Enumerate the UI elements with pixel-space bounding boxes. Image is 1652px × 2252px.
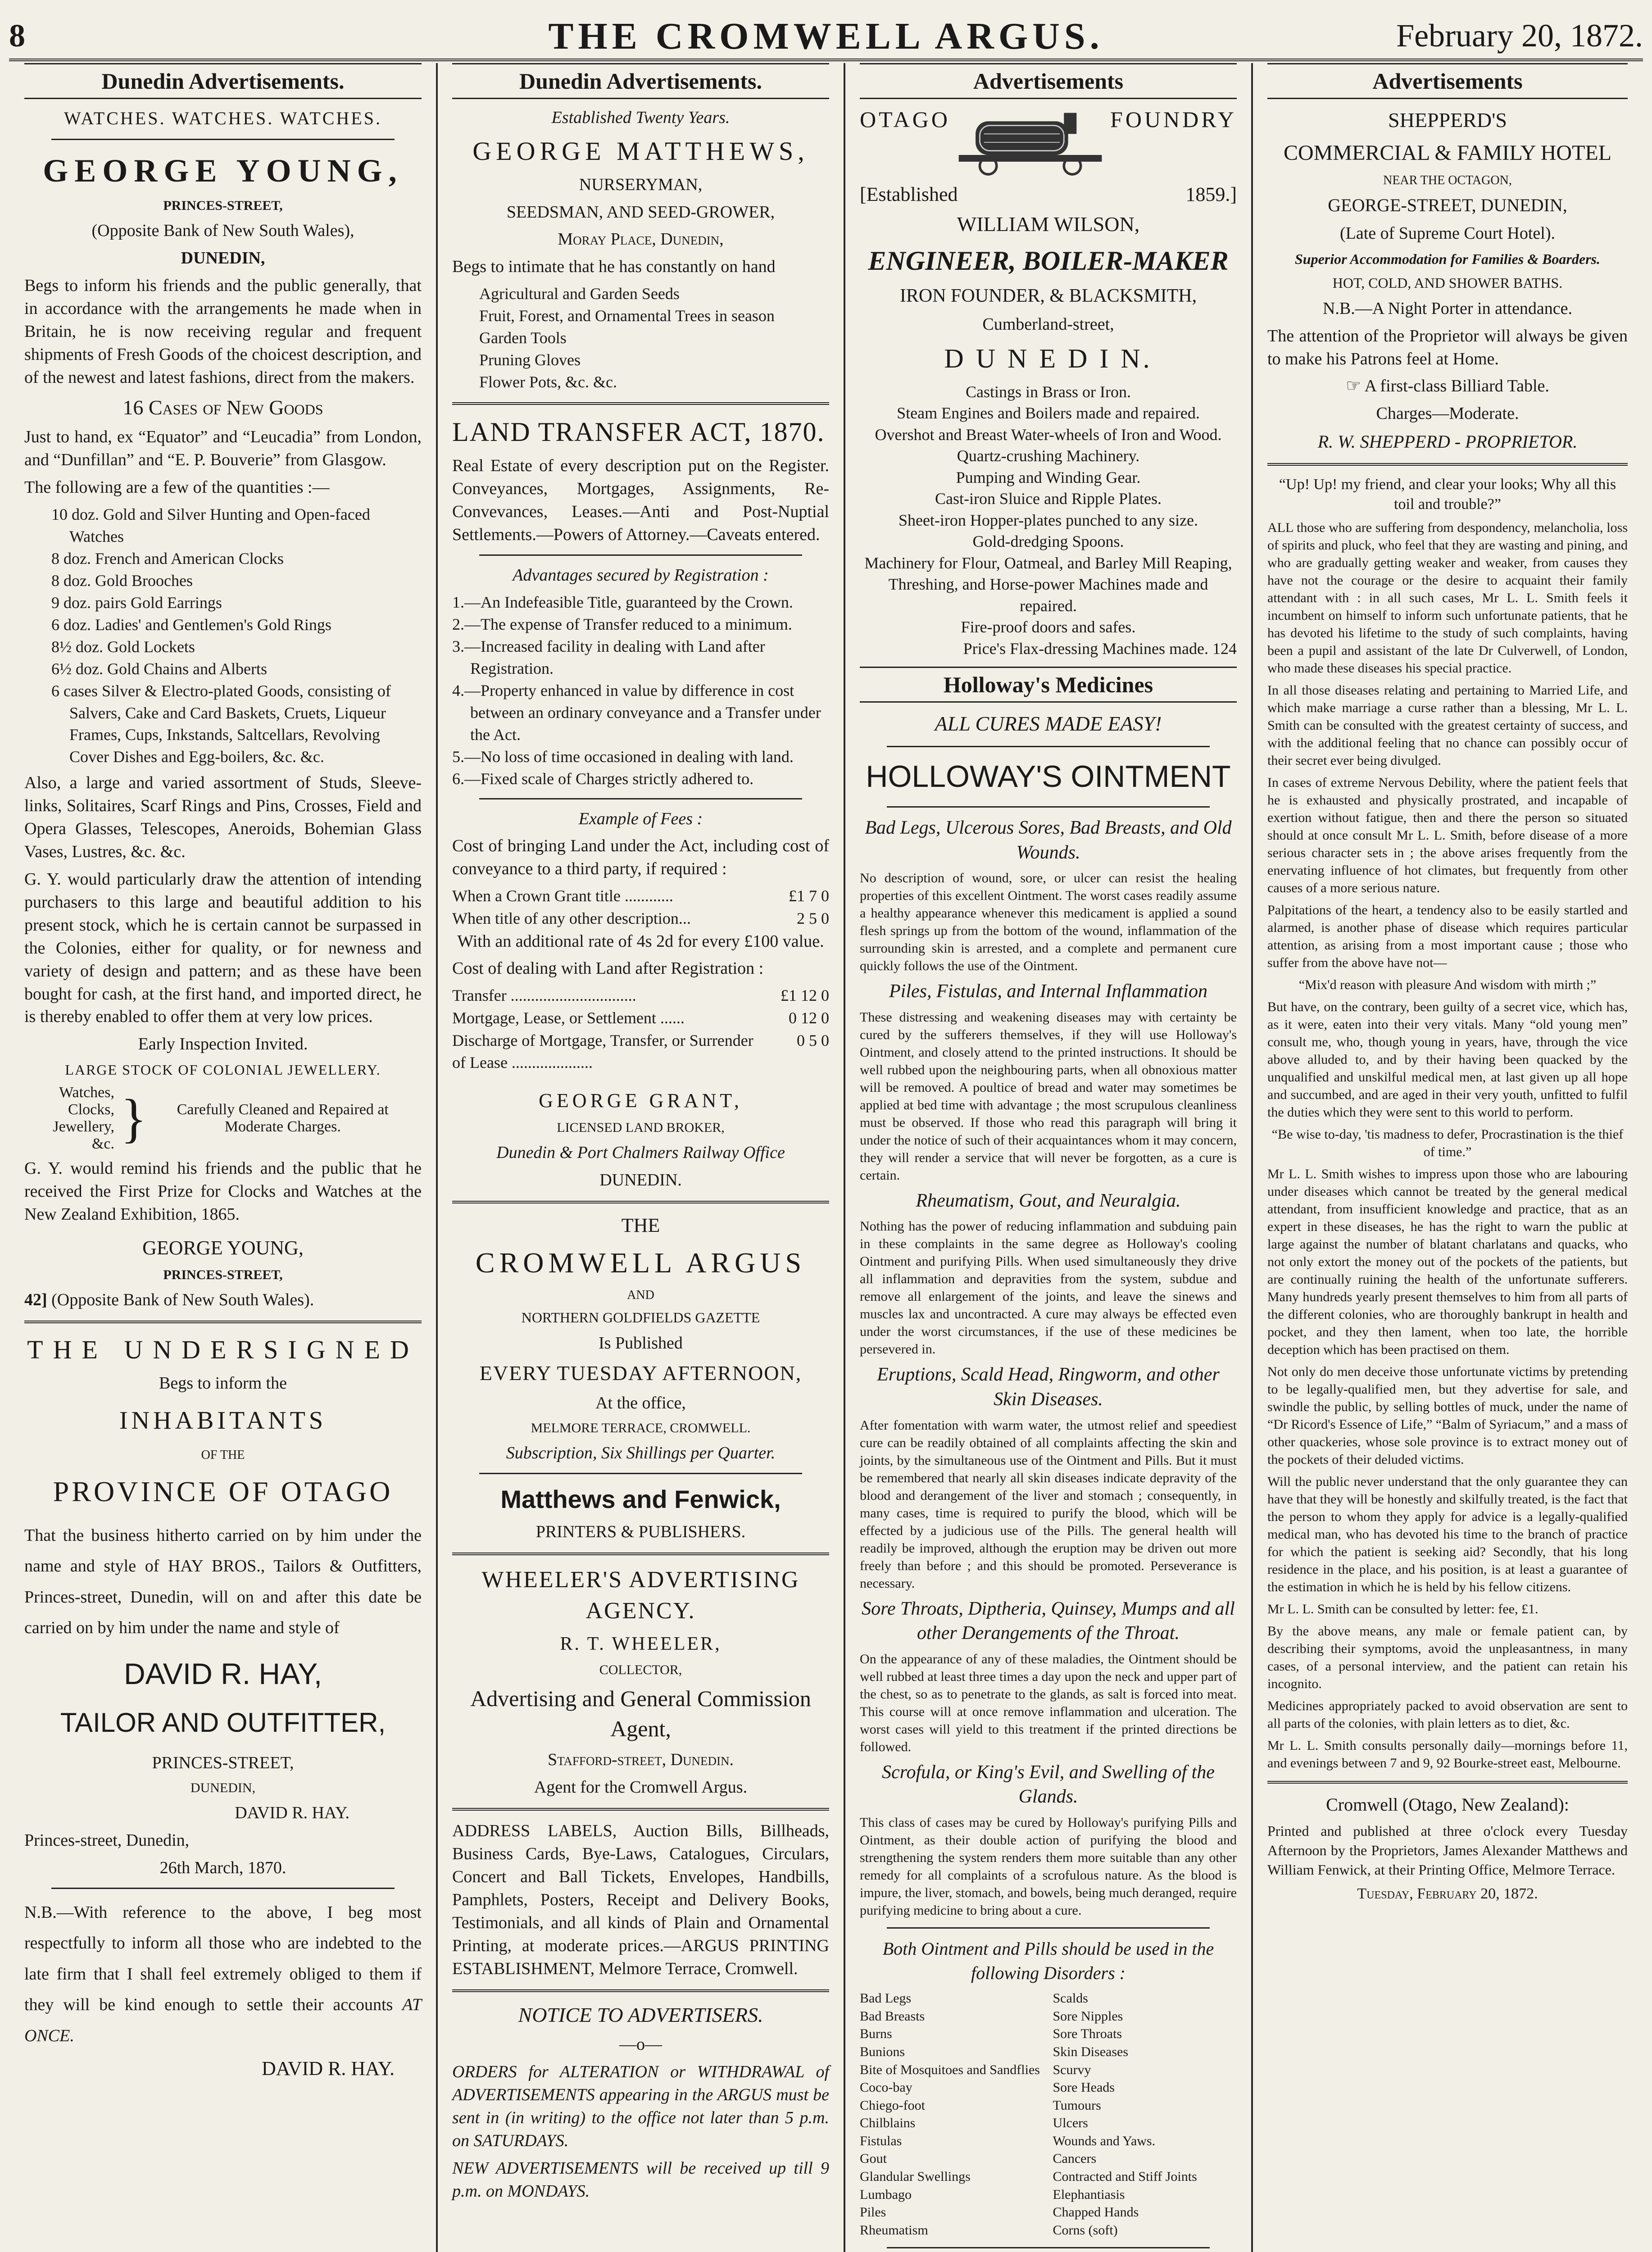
list-item: Castings in Brass or Iron.: [966, 382, 1131, 401]
argus-office: At the office,: [595, 1393, 686, 1412]
advert-paragraph: Will the public never understand that the only guarantee they can have that they will be honestly and skilfully treated, is the fact that the person to whom they apply for advice is a legally-qualified medical man, who has devoted his time to the branch of practice for which the patient is seeking aid? Secondly, that his long residence in the place, and his position, is at least a guarantee of the estimation in which he is held by his fellow citizens.: [1267, 1474, 1628, 1595]
fees-intro: Cost of bringing Land under the Act, including cost of conveyance to a third party, if required :: [452, 836, 829, 879]
list-item: 3.—Increased facility in dealing with Land after Registration.: [452, 637, 765, 677]
divider: [1267, 1781, 1628, 1784]
divider: [479, 1473, 802, 1474]
argus-day: EVERY TUESDAY AFTERNOON,: [479, 1362, 802, 1385]
matthews-name: GEORGE MATTHEWS,: [472, 136, 809, 166]
signature-address: [24, 1289, 422, 1312]
holloway-heading: Holloway's Medicines: [860, 667, 1237, 703]
list-item: Elephantiasis: [1053, 2187, 1125, 2202]
foundry-owner: WILLIAM WILSON,: [957, 213, 1140, 236]
divider: [24, 1321, 422, 1323]
hay-date: 26th March, 1870.: [159, 1858, 286, 1878]
list-item: Quartz-crushing Machinery.: [957, 447, 1140, 465]
goods-list: [24, 504, 422, 768]
newspaper-title: THE CROMWELL ARGUS.: [548, 15, 1104, 57]
section-body: This class of cases may be cured by Holloway's purifying Pills and Ointment, as their double action of purifying the blood and strengthening the system renders them more suitable than any other remedy for all complaints of a scrofulous nature. As the blood is impure, the liver, stomach, and bowels, being much deranged, require purifying medicine to bring about a cure.: [860, 1815, 1237, 1918]
signature-street: PRINCES-STREET,: [163, 1267, 283, 1282]
list-item: 6.—Fixed scale of Charges strictly adhered to.: [452, 769, 754, 788]
labels-advert: ADDRESS LABELS, Auction Bills, Billheads, Business Cards, Bye-Laws, Catalogues, Circulars, Concert and Ball Tickets, Envelopes, Handbills, Pamphlets, Posters, Receipt and Delivery Books, Testimonials, and all kinds of Plain and Ornamental Printing, at moderate prices.—ARGUS PRINTING ESTABLISHMENT, Melmore Terrace, Cromwell.: [452, 1821, 829, 1978]
repair-service: Carefully Cleaned and Repaired at Moderate Charges.: [177, 1101, 389, 1135]
list-item: 6½ doz. Gold Chains and Alberts: [51, 659, 267, 678]
issue-date: February 20, 1872.: [1396, 18, 1643, 54]
matthews-place: Moray Place, Dunedin,: [558, 230, 724, 249]
advert-paragraph: But have, on the contrary, been guilty of a secret vice, which has, as it were, eaten into their very vitals. Many “old young men” consult me, who, though young in years, have, through the vice above alluded to, and by their having been quacked by the unqualified and unskilful medical men, at last given up all hope and succumbed, and are aged in their very youth, unfitted to fulfil the duties which they were sent to this world to perform.: [1267, 999, 1628, 1120]
list-item: Chapped Hands: [1053, 2205, 1139, 2220]
advert-paragraph: Not only do men deceive those unfortunate victims by pretending to be legally-qualified men, but they advertise for sale, and swindle the public, by selling bottles of muck, under the name of “Dr Ricord's Essence of Life,” “Balm of Syriacum,” and a mass of other quackeries, whose sole province is to extract money out of the pockets of their deluded victims.: [1267, 1364, 1628, 1467]
list-item: Chilblains: [860, 2116, 916, 2131]
grant-name: GEORGE GRANT,: [539, 1090, 743, 1112]
disorders-right: [1053, 1989, 1237, 2239]
list-item: Gold-dredging Spoons.: [972, 532, 1124, 551]
hotel-baths: HOT, COLD, AND SHOWER BATHS.: [1332, 274, 1563, 291]
section-body: No description of wound, sore, or ulcer can resist the healing properties of this excellent Ointment. The worst cases readily assume a healthy appearance whenever this medicament is applied a sound flesh springs up from the bottom of the wound, inflammation of the surrounding skin is arrested, and a complete and permanent cure quickly follows the use of the Ointment.: [860, 871, 1237, 974]
section-title: Bad Legs, Ulcerous Sores, Bad Breasts, and Old Wounds.: [865, 817, 1232, 863]
attention-text: G. Y. would particularly draw the attention of intending purchasers to this large and beautiful addition to his present stock, which he is certain cannot be surpassed in the Colonies, either for quality, or for newness and variety of design and pattern; and as these have been bought for cash, at the first hand, and imported direct, he is thereby enabled to offer them at very low prices.: [24, 870, 422, 1026]
imprint-title: Cromwell (Otago, New Zealand):: [1326, 1794, 1569, 1815]
argus-subtitle: NORTHERN GOLDFIELDS GAZETTE: [521, 1309, 760, 1326]
matthews-trade-2: SEEDSMAN, AND SEED-GROWER,: [506, 202, 775, 222]
list-item: 5.—No loss of time occasioned in dealing with land.: [452, 747, 794, 766]
disorders-left: [860, 1989, 1044, 2239]
hotel-billiard: ☞ A first-class Billiard Table.: [1346, 377, 1549, 396]
quote: “Be wise to-day, 'tis madness to defer, Procrastination is the thief of time.”: [1271, 1127, 1624, 1160]
table-row: Mortgage, Lease, or Settlement ...... 0 12 0: [452, 1009, 829, 1027]
hotel-late: (Late of Supreme Court Hotel).: [1339, 224, 1556, 243]
grant-city: DUNEDIN.: [599, 1171, 682, 1190]
divider: [51, 139, 395, 140]
divider: [1267, 463, 1628, 466]
list-item: Fruit, Forest, and Ornamental Trees in season: [479, 307, 775, 325]
printers-trade: PRINTERS & PUBLISHERS.: [536, 1522, 746, 1541]
fees-after: Cost of dealing with Land after Registration :: [452, 959, 764, 978]
notice-title: NOTICE TO ADVERTISERS.: [518, 2003, 763, 2026]
page-number: 8: [9, 18, 25, 54]
list-item: Sheet-iron Hopper-plates punched to any size.: [898, 511, 1198, 529]
column-2: [437, 63, 844, 2252]
argus-and: AND: [627, 1288, 654, 1302]
hotel-near: NEAR THE OCTAGON,: [1383, 173, 1512, 187]
divider: [887, 1927, 1210, 1929]
section-title: Sore Throats, Diptheria, Quinsey, Mumps and all other Derangements of the Throat.: [862, 1598, 1235, 1644]
divider: [452, 402, 829, 405]
section-body: These distressing and weakening diseases may with certainty be cured by the sufferers themselves, if they will use Holloway's Ointment, and closely attend to the printed instructions. It should be well rubbed upon the neighbouring parts, when all obnoxious matter will be removed. A poultice of bread and water may sometimes be applied at bed time with advantage ; the most scrupulous cleanliness must be observed. If those who read this paragraph will bring it under the notice of such of their acquaintances whom it may concern, they will render a service that will never be forgotten, as a cure is certain.: [860, 1009, 1237, 1183]
argus-subscription: Subscription, Six Shillings per Quarter.: [506, 1443, 776, 1462]
list-item: Wounds and Yaws.: [1053, 2133, 1156, 2148]
hay-name: DAVID R. HAY,: [123, 1657, 322, 1691]
established-label: [Established: [860, 183, 958, 205]
list-item: Cancers: [1053, 2151, 1097, 2166]
grant-trade: LICENSED LAND BROKER,: [557, 1120, 725, 1135]
land-transfer-title: LAND TRANSFER ACT, 1870.: [452, 417, 825, 447]
notice-body: ORDERS for ALTERATION or WITHDRAWAL of ADVERTISEMENTS appearing in the ARGUS must be sent in (in writing) to the office not later than 5 p.m. on SATURDAYS.: [452, 2062, 829, 2150]
fees-table-1: [452, 885, 829, 930]
list-item: 6 cases Silver & Electro-plated Goods, consisting of Salvers, Cake and Card Baskets, Cruets, Liqueur Frames, Cups, Inkstands, Saltcellars, Revolving Cover Dishes and Egg-boilers, &c. &c.: [51, 681, 391, 766]
repair-items: Watches, Clocks, Jewellery, &c.: [53, 1084, 114, 1153]
list-item: 9 doz. pairs Gold Earrings: [51, 593, 222, 612]
quote: “Up! Up! my friend, and clear your looks; Why all this toil and trouble?”: [1279, 476, 1616, 513]
undersigned-title: THE UNDERSIGNED: [27, 1335, 419, 1364]
hotel-street: GEORGE-STREET, DUNEDIN,: [1328, 195, 1567, 216]
list-item: Cast-iron Sluice and Ripple Plates.: [935, 490, 1162, 508]
column-heading: Dunedin Advertisements.: [24, 63, 422, 99]
column-heading: Dunedin Advertisements.: [452, 63, 829, 99]
pointing-hand-icon: ☞: [1346, 377, 1365, 396]
table-row: When title of any other description... 2 5 0: [452, 909, 829, 927]
divider: [452, 1553, 829, 1555]
of-the: OF THE: [201, 1448, 245, 1462]
imprint-body: Printed and published at three o'clock every Tuesday Afternoon by the Proprietors, James Alexander Matthews and William Fenwick, at their Printing Office, Melmore Terrace.: [1267, 1822, 1628, 1878]
holloway-cures: ALL CURES MADE EASY!: [935, 712, 1162, 736]
divider: [479, 798, 802, 799]
land-transfer-body: Real Estate of every description put on the Register. Conveyances, Mortgages, Assignments, Re-Convevances, Leases.—Anti and Post-Nuptial Settlements.—Powers of Attorney.—Caveats entered.: [452, 456, 829, 545]
list-item: Scalds: [1053, 1991, 1088, 2006]
section-body: Nothing has the power of reducing inflammation and subduing pain in these complaints in the same degree as Holloway's cooling Ointment and purifying Pills. When used simultaneously they drive all inflammation and depravities from the system, subdue and remove all enlargement of the joints, and leave the sinews and muscles lax and uncontracted. A cure may always be effected even under the worst circumstances, if the use of these medicines be persevered in.: [860, 1219, 1237, 1357]
advertiser-street: PRINCES-STREET,: [163, 198, 283, 213]
list-item: Glandular Swellings: [860, 2169, 971, 2184]
divider: [452, 1808, 829, 1811]
column-heading: Advertisements: [860, 63, 1237, 99]
column-4: [1252, 63, 1643, 2252]
advert-paragraph: Palpitations of the heart, a tendency also to be easily startled and alarmed, is another phase of disease which requires particular attention, as arising from a most important cause ; those who suffer from the above have not—: [1267, 903, 1628, 971]
cases-heading: 16 Cases of New Goods: [123, 395, 323, 419]
disorders-list: [860, 1989, 1237, 2239]
list-item: Pruning Gloves: [479, 351, 581, 369]
printers-name: Matthews and Fenwick,: [500, 1485, 781, 1513]
fees-additional: With an additional rate of 4s 2d for every £100 value.: [457, 931, 824, 951]
shipment-text: Just to hand, ex “Equator” and “Leucadia” from London, and “Dunfillan” and “E. P. Bouverie” from Glasgow.: [24, 427, 422, 470]
list-item: Skin Diseases: [1053, 2044, 1128, 2059]
holloway-title: HOLLOWAY'S OINTMENT: [866, 759, 1231, 794]
foundry-services: [860, 381, 1237, 660]
list-item: Sore Throats: [1053, 2026, 1122, 2042]
list-item: 10 doz. Gold and Silver Hunting and Open-faced Watches: [51, 505, 370, 545]
foundry-trade-2: IRON FOUNDER, & BLACKSMITH,: [899, 286, 1197, 307]
foundry-trade: ENGINEER, BOILER-MAKER: [868, 245, 1229, 276]
advert-paragraph: ALL those who are suffering from despondency, melancholia, loss of spirits and pluck, who feel that they are wasting and pining, and who are gradually getting weaker and weaker, from causes they have not the courage or the desire to acquaint their family attendant with : in all such cases, Mr L. L. Smith feels it incumbent on himself to inform such unfortunate patients, that he has devoted his lifetime to the study of such complaints, having been a pupil and assistant of the late Dr Culverwell, of London, who made these diseases his special practice.: [1267, 520, 1628, 676]
wheeler-street: Stafford-street, Dunedin.: [547, 1750, 734, 1770]
repair-notice: [33, 1084, 413, 1153]
grant-office: Dunedin & Port Chalmers Railway Office: [496, 1143, 785, 1162]
list-item: Burns: [860, 2026, 892, 2042]
advantages-list: [452, 591, 829, 790]
wheeler-for: Agent for the Cromwell Argus.: [534, 1778, 748, 1797]
inhabitants-heading: INHABITANTS: [119, 1406, 327, 1435]
section-body: On the appearance of any of these maladies, the Ointment should be well rubbed at least three times a day upon the neck and upper part of the chest, so as to penetrate to the glands, as salt is forced into meat. This course will at once remove inflammation and ulceration. The worst cases will yield to this treatment if the printed directions be followed.: [860, 1651, 1237, 1754]
section-body: After fomentation with warm water, the utmost relief and speediest cure can be readily obtained of all complaints affecting the skin and joints, by the simultaneous use of the Ointment and Pills. But it must be remembered that nearly all skin diseases indicate depravity of the blood and derangement of the liver and stomach ; consequently, in many cases, time is required to purify the blood, which will be effected by a judicious use of the Pills. The general health will readily be improved, although the eruption may be driven out more freely than before ; and this should be promoted. Perseverance is necessary.: [860, 1417, 1237, 1591]
foundry-street: Cumberland-street,: [982, 315, 1114, 334]
hay-street: PRINCES-STREET,: [152, 1753, 294, 1773]
divider: [887, 746, 1210, 747]
list-item: Sore Heads: [1053, 2080, 1115, 2095]
inspection-invited: Early Inspection Invited.: [138, 1035, 308, 1054]
list-item: Chiego-foot: [860, 2098, 925, 2113]
undersigned-begs: Begs to inform the: [159, 1373, 287, 1393]
nb-text: N.B.—With reference to the above, I beg most respectfully to inform all those who are indebted to the late firm that I shall feel extremely obliged to them if they will be kind enough to settle their accounts: [24, 1903, 422, 2015]
list-item: Tumours: [1053, 2098, 1101, 2113]
advertiser-city: DUNEDIN,: [181, 249, 265, 268]
section-title: Scrofula, or King's Evil, and Swelling of the Glands.: [882, 1762, 1215, 1807]
list-item: Bad Legs: [860, 1991, 912, 2006]
foundry-right: FOUNDRY: [1110, 107, 1237, 132]
wheeler-agent: Advertising and General Commission Agent,: [470, 1686, 811, 1742]
advert-paragraph: By the above means, any male or female patient can, by describing their symptoms, avoid the unpleasantness, in many cases, of a personal interview, and the patient can retain his incognito.: [1267, 1624, 1628, 1692]
section-title: Rheumatism, Gout, and Neuralgia.: [916, 1190, 1181, 1211]
list-item: Rheumatism: [860, 2222, 928, 2238]
list-item: Sore Nipples: [1053, 2008, 1123, 2024]
foundry-city: D U N E D I N.: [944, 344, 1153, 374]
list-item: Ulcers: [1053, 2116, 1088, 2131]
advertiser-name: GEORGE YOUNG,: [43, 152, 403, 189]
smith-advert: [1267, 475, 1628, 1772]
seeds-list: [452, 283, 829, 393]
list-item: Garden Tools: [479, 329, 567, 347]
prize-text: G. Y. would remind his friends and the public that he received the First Prize for Clocks and Watches at the New Zealand Exhibition, 1865.: [24, 1159, 422, 1224]
list-item: Piles: [860, 2205, 886, 2220]
list-item: Bunions: [860, 2044, 905, 2059]
advert-paragraph: Mr L. L. Smith wishes to impress upon those who are labouring under diseases which cannot be treated by the general medical attendant, from insufficient knowledge and practice, that as an expert in these diseases, he has the right to warn the public at large against the number of blatant charlatans and quacks, who not only extort the money out of the pockets of the patients, but are continually ruining the health of the unfortunate sufferers. Many hundreds yearly present themselves to him from all parts of the different colonies, who are thoroughly bankrupt in health and pocket, and they then lament, when too late, the horrible deception which has been practised on them.: [1267, 1167, 1628, 1358]
list-item: Corns (soft): [1053, 2222, 1118, 2238]
business-notice: That the business hitherto carried on by him under the name and style of HAY BROS., Tailors & Outfitters, Princes-street, Dunedin, will on and after this date be carried on by him under the name and style of: [24, 1526, 422, 1637]
imprint-date: Tuesday, February 20, 1872.: [1357, 1885, 1538, 1902]
list-item: Bite of Mosquitoes and Sandflies: [860, 2062, 1040, 2077]
hotel-charges: Charges—Moderate.: [1376, 404, 1519, 423]
list-item: Coco-bay: [860, 2080, 912, 2095]
nb-signature: DAVID R. HAY.: [261, 2057, 395, 2079]
list-item: 8½ doz. Gold Lockets: [51, 637, 195, 656]
signature-name: GEORGE YOUNG,: [142, 1236, 304, 1259]
section-title: Piles, Fistulas, and Internal Inflammation: [889, 981, 1207, 1002]
steam-engine-icon: [950, 106, 1110, 178]
established-text: Established Twenty Years.: [551, 108, 730, 127]
advert-paragraph: Mr L. L. Smith consults personally daily—mornings before 11, and evenings between 7 and 9, 92 Bourke-street east, Melbourne.: [1267, 1738, 1628, 1771]
list-item: 1.—An Indefeasible Title, guaranteed by the Crown.: [452, 593, 793, 611]
watches-banner: WATCHES. WATCHES. WATCHES.: [64, 108, 382, 128]
list-item: Bad Breasts: [860, 2008, 925, 2024]
hotel-attention: The attention of the Proprietor will always be given to make his Patrons feel at Home.: [1267, 326, 1628, 368]
quantities-intro: The following are a few of the quantities :—: [24, 478, 330, 497]
argus-title: CROMWELL ARGUS: [475, 1246, 806, 1279]
list-item: Agricultural and Garden Seeds: [479, 285, 680, 303]
list-item: 8 doz. Gold Brooches: [51, 571, 193, 590]
matthews-trade: NURSERYMAN,: [579, 175, 703, 194]
list-item: 8 doz. French and American Clocks: [51, 549, 284, 568]
table-row: When a Crown Grant title ............ £1 7 0: [452, 887, 829, 905]
list-item: Fistulas: [860, 2133, 902, 2148]
wheeler-name: R. T. WHEELER,: [560, 1633, 722, 1654]
province-heading: PROVINCE OF OTAGO: [53, 1476, 393, 1508]
jewellery-heading: LARGE STOCK OF COLONIAL JEWELLERY.: [65, 1062, 381, 1078]
list-item: Pumping and Winding Gear.: [956, 468, 1141, 486]
list-item: 4.—Property enhanced in value by difference in cost between an ordinary conveyance and a Transfer under the Act.: [452, 681, 821, 744]
list-item: Flower Pots, &c. &c.: [479, 373, 617, 391]
argus-address: MELMORE TERRACE, CROMWELL.: [531, 1420, 751, 1435]
hotel-title: COMMERCIAL & FAMILY HOTEL: [1283, 141, 1612, 165]
divider: [452, 1989, 829, 1992]
hay-place: Princes-street, Dunedin,: [24, 1831, 190, 1850]
list-item: Lumbago: [860, 2187, 912, 2202]
hotel-porter: N.B.—A Night Porter in attendance.: [1322, 299, 1573, 318]
hotel-accommodation: Superior Accommodation for Families & Boarders.: [1295, 250, 1600, 267]
argus-the: THE: [621, 1214, 660, 1237]
list-item: Fire-proof doors and safes.: [961, 618, 1136, 636]
column-heading: Advertisements: [1267, 63, 1628, 99]
established-year: 1859.]: [1185, 183, 1237, 205]
assortment-text: Also, a large and varied assortment of Studs, Sleeve-links, Solitaires, Scarf Rings and Pins, Crosses, Field and Opera Glasses, Telescopes, Aneroids, Bohemian Glass Vases, Lustres, &c. &c.: [24, 773, 422, 862]
quote: “Mix'd reason with pleasure And wisdom with mirth ;”: [1298, 977, 1597, 993]
divider: [887, 806, 1210, 808]
advantages-title: Advantages secured by Registration :: [513, 566, 769, 585]
nb-emphasis: AT ONCE.: [24, 1995, 422, 2045]
disorders-title: Both Ointment and Pills should be used in the following Disorders :: [882, 1938, 1214, 1983]
advert-paragraph: In all those diseases relating and pertaining to Married Life, and which make marriage a curse rather than a blessing, Mr L. L. Smith can be consulted with the greatest certainty of success, and with the additional feeling that no chance can possibly occur of their secret ever being divulged.: [1267, 683, 1628, 768]
list-item: Steam Engines and Boilers made and repaired.: [897, 404, 1200, 422]
holloway-body: [860, 816, 1237, 1919]
table-row: Transfer ............................... £1 12 0: [452, 986, 829, 1005]
advert-intro: Begs to inform his friends and the public generally, that in accordance with the arrangements he made when in Britain, he is now receiving regular and frequent shipments of Fresh Goods of the choicest description, and of the newest and latest fashions, direct from the makers.: [24, 276, 422, 387]
argus-published: Is Published: [599, 1334, 683, 1353]
list-item: Machinery for Flour, Oatmeal, and Barley Mill Reaping, Threshing, and Horse-power Machines made and repaired.: [864, 554, 1232, 615]
fees-title: Example of Fees :: [578, 809, 703, 828]
column-1: [9, 63, 437, 2252]
hay-signature: DAVID R. HAY.: [235, 1803, 349, 1823]
list-item: 6 doz. Ladies' and Gentlemen's Gold Rings: [51, 615, 331, 634]
list-item: Overshot and Breast Water-wheels of Iron and Wood.: [875, 425, 1222, 444]
advert-paragraph: Mr L. L. Smith can be consulted by letter: fee, £1.: [1267, 1602, 1539, 1617]
advertiser-opposite: (Opposite Bank of New South Wales),: [91, 221, 354, 241]
wheeler-title: WHEELER'S ADVERTISING AGENCY.: [481, 1566, 800, 1624]
notice-ornament: —o—: [619, 2035, 662, 2054]
divider: [887, 2247, 1210, 2248]
hay-trade: TAILOR AND OUTFITTER,: [60, 1707, 386, 1738]
fees-table-2: [452, 985, 829, 1074]
brace-icon: }: [121, 1088, 147, 1149]
advert-number: 42]: [24, 1290, 47, 1309]
matthews-intro: Begs to intimate that he has constantly on hand: [452, 257, 776, 277]
nb-notice: [24, 1897, 422, 2051]
table-row: Discharge of Mortgage, Transfer, or Surrender of Lease .................... 0 5 0: [452, 1031, 829, 1072]
column-3: [844, 63, 1252, 2252]
signature-opposite: (Opposite Bank of New South Wales).: [51, 1290, 314, 1309]
section-title: Eruptions, Scald Head, Ringworm, and other Skin Diseases.: [877, 1364, 1220, 1410]
foundry-left: OTAGO: [860, 107, 950, 132]
list-item: Price's Flax-dressing Machines made. 124: [963, 639, 1237, 658]
wheeler-role: COLLECTOR,: [599, 1662, 682, 1678]
list-item: 2.—The expense of Transfer reduced to a minimum.: [452, 615, 792, 633]
divider: [51, 1888, 395, 1889]
list-item: Gout: [860, 2151, 887, 2166]
list-item: Scurvy: [1053, 2062, 1091, 2077]
hotel-proprietor: R. W. SHEPPERD - PROPRIETOR.: [1317, 431, 1578, 452]
notice-new: NEW ADVERTISEMENTS will be received up till 9 p.m. on MONDAYS.: [452, 2158, 829, 2201]
list-item: Contracted and Stiff Joints: [1053, 2169, 1197, 2184]
advert-paragraph: Medicines appropriately packed to avoid observation are sent to all parts of the colonies, with plain letters as to diet, &c.: [1267, 1698, 1628, 1731]
foundry-header: [860, 106, 1237, 183]
hotel-name: SHEPPERD'S: [1388, 109, 1507, 132]
hay-city: DUNEDIN,: [190, 1780, 256, 1796]
advert-paragraph: In cases of extreme Nervous Debility, where the patient feels that he is exhausted and physically prostrated, and incapable of exertion without fatigue, then and there the person so situated should at once consult Mr L. L. Smith, before disease of a more serious character sets in ; the above arises frequently from the enervating influence of hot climates, but frequently from other causes of a more serious nature.: [1267, 775, 1628, 896]
divider: [452, 1201, 829, 1203]
masthead: [9, 9, 1643, 61]
foundry-established: [860, 183, 1237, 206]
divider: [479, 554, 802, 556]
